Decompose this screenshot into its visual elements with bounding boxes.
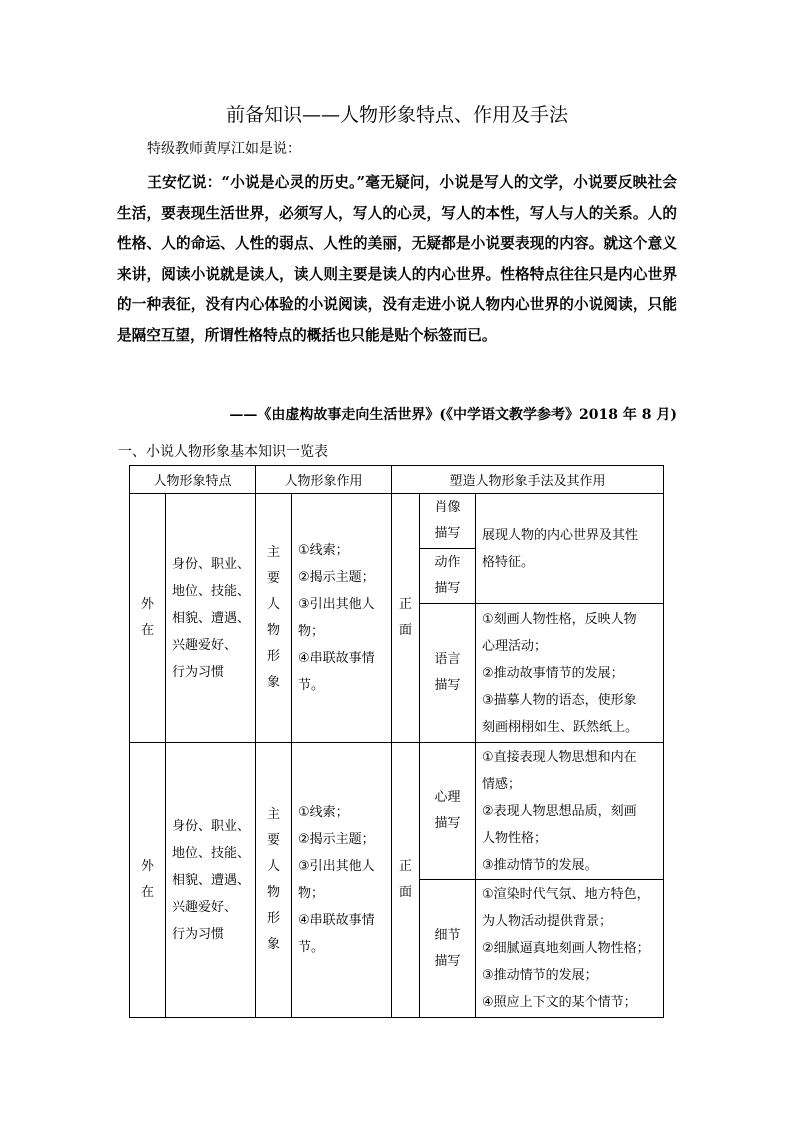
character-table	[129, 465, 664, 1018]
effect-detail	[476, 880, 664, 1018]
method-text: 细节描写	[434, 927, 461, 969]
side-label-2	[130, 743, 166, 1018]
effect-item: 为人物活动提供背景；	[482, 914, 613, 929]
method-text: 语言描写	[434, 652, 461, 693]
effect-item: 格特征。	[482, 554, 535, 570]
traits-1	[166, 494, 256, 743]
function-item: ①线索；	[298, 543, 349, 558]
method-portrait	[420, 494, 476, 549]
role-text: 主要人物形象	[266, 545, 280, 690]
header-traits: 人物形象特点	[130, 466, 256, 494]
table-header-row	[130, 466, 664, 494]
trait-item: 兴趣爱好、	[172, 899, 238, 915]
trait-item: 行为习惯	[172, 664, 225, 680]
effect-item: ①渲染时代气氛、地方特色，	[482, 887, 650, 902]
direction-1	[392, 494, 420, 743]
direction-2	[392, 743, 420, 1018]
functions-1	[292, 494, 392, 743]
table-row	[130, 494, 664, 549]
effect-item: ②推动故事情节的发展；	[482, 665, 624, 681]
side-text: 外在	[140, 597, 154, 638]
effect-item: 展现人物的内心世界及其性	[482, 527, 639, 543]
method-text: 心理描写	[434, 790, 461, 831]
direction-text: 正面	[398, 597, 412, 638]
function-item: 物；	[298, 886, 325, 901]
effect-item: ②表现人物思想品质，刻画	[482, 803, 637, 819]
effect-item: ④照应上下文的某个情节；	[482, 995, 637, 1010]
side-label-1	[130, 494, 166, 743]
intro-line: 特级教师黄厚江如是说：	[147, 141, 301, 157]
method-action	[420, 549, 476, 604]
role-text: 主要人物形象	[266, 807, 280, 952]
trait-item: 兴趣爱好、	[172, 637, 238, 653]
effect-item: ②细腻逼真地刻画人物性格；	[482, 941, 650, 956]
quote-source: ——《由虚构故事走向生活世界》(《中学语文教学参考》2018 年 8 月)	[229, 407, 677, 423]
trait-item: 身份、职业、	[172, 556, 251, 572]
method-detail	[420, 880, 476, 1018]
trait-item: 相貌、遭遇、	[172, 872, 251, 888]
function-item: ③引出其他人	[298, 597, 375, 612]
effect-portrait-action	[476, 494, 664, 604]
trait-item: 行为习惯	[172, 926, 225, 942]
method-text: 肖像描写	[434, 500, 461, 541]
effect-psychology	[476, 743, 664, 880]
function-item: ④串联故事情	[298, 651, 375, 666]
function-item: ④串联故事情	[298, 913, 375, 928]
effect-item: ③描摹人物的语态，使形象	[482, 692, 637, 708]
page-title: 前备知识——人物形象特点、作用及手法	[225, 104, 568, 126]
traits-2	[166, 743, 256, 1018]
table-row	[130, 743, 664, 880]
quote-text: 王安忆说：“小说是心灵的历史。”毫无疑问，小说是写人的文学，小说要反映社会生活，要表现生活世界，必须写人，写人的心灵，写人的本性，写人与人的关系。人的性格、人的命运、人性的弱点、人性的美丽，无疑都是小说要表现的内容。就这个意义来讲，阅读小说就是读人，读人则主要是读人的内心世界。性格特点往往只是内心世界的一种表征，没有内心体验的小说阅读，没有走进小说人物内心世界的小说阅读，只能是隔空互望，所谓性格特点的概括也只能是贴个标签而已。	[117, 174, 677, 344]
trait-item: 地位、技能、	[172, 845, 251, 861]
function-item: 物；	[298, 624, 325, 639]
effect-item: ③推动情节的发展；	[482, 968, 598, 983]
side-text: 外在	[140, 859, 154, 900]
effect-item: 刻画栩栩如生、跃然纸上。	[482, 719, 639, 735]
function-item: ③引出其他人	[298, 859, 375, 874]
function-item: 节。	[298, 678, 325, 693]
function-item: 节。	[298, 940, 325, 955]
effect-item: 情感；	[482, 776, 522, 792]
effect-language	[476, 604, 664, 743]
direction-text: 正面	[398, 859, 412, 900]
method-text: 动作描写	[434, 555, 461, 596]
effect-item: ①直接表现人物思想和内在	[482, 749, 637, 765]
effect-item: 心理活动；	[482, 638, 548, 654]
effect-item: ③推动情节的发展。	[482, 857, 598, 873]
role-1	[256, 494, 292, 743]
trait-item: 身份、职业、	[172, 818, 251, 834]
functions-2	[292, 743, 392, 1018]
trait-item: 相貌、遭遇、	[172, 610, 251, 626]
header-functions: 人物形象作用	[256, 466, 392, 494]
effect-item: 人物性格；	[482, 830, 548, 846]
method-language	[420, 604, 476, 743]
function-item: ②揭示主题；	[298, 570, 375, 585]
method-psychology	[420, 743, 476, 880]
effect-item: ①刻画人物性格，反映人物	[482, 611, 637, 627]
trait-item: 地位、技能、	[172, 583, 251, 599]
function-item: ②揭示主题；	[298, 832, 375, 847]
role-2	[256, 743, 292, 1018]
function-item: ①线索；	[298, 805, 349, 820]
quote-paragraph	[117, 168, 677, 351]
header-methods: 塑造人物形象手法及其作用	[392, 466, 664, 494]
section-heading: 一、小说人物形象基本知识一览表	[118, 444, 328, 460]
